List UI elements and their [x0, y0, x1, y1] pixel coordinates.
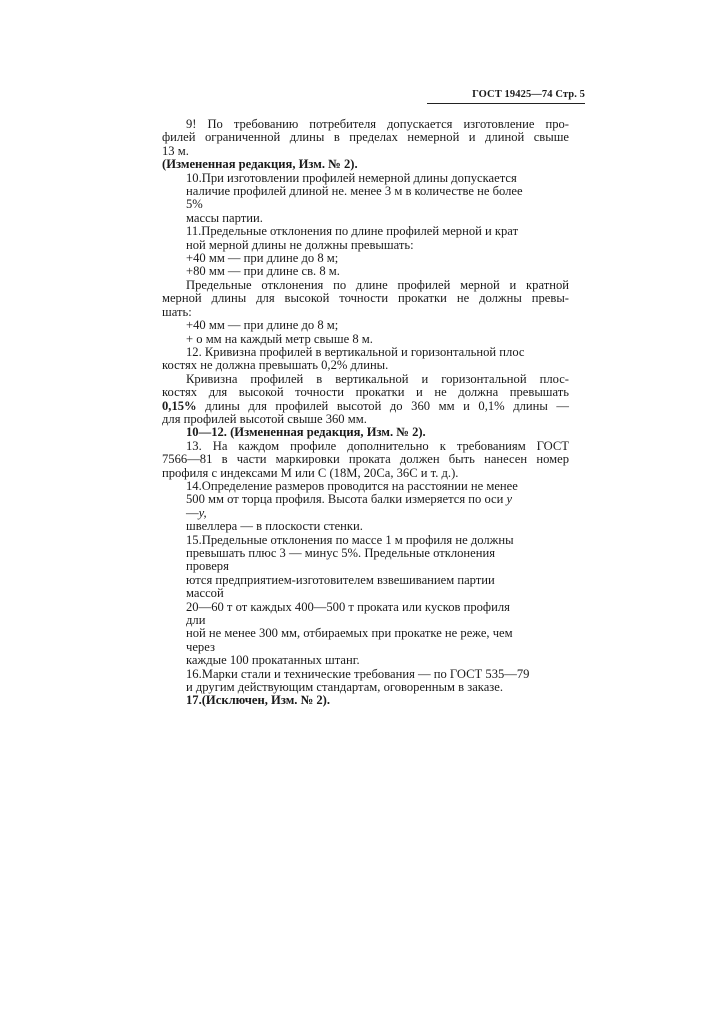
clause-9-line: 13 м.	[162, 143, 189, 158]
clause-15-line: проверя	[186, 559, 229, 574]
clause-10-line: 5%	[186, 197, 203, 212]
clause-15-line: 20—60 т от каждых 400—500 т проката или кусков профиля	[186, 599, 510, 614]
clause-15-line: ной не менее 300 мм, отбираемых при прокатке не реже, чем	[186, 626, 513, 641]
amendment-note: (Измененная редакция, Изм. № 2).	[162, 157, 358, 172]
clause-11-line: ной мерной длины не должны превышать:	[186, 237, 414, 252]
clause-11-line: шать:	[162, 304, 192, 319]
clause-11-line: Предельные отклонения по длине профилей мерной и кратной	[186, 277, 569, 292]
clause-16-line: и другим действующим стандартам, оговоренным в заказе.	[186, 680, 504, 695]
clause-10-line: наличие профилей длиной не. менее 3 м в количестве не более	[186, 184, 523, 199]
clause-15-line: ются предприятием-изготовителем взвешиванием партии	[186, 572, 495, 587]
clause-15-line: массой	[186, 586, 224, 601]
axis-label: у,	[198, 505, 207, 520]
clause-11-line: мерной длины для высокой точности прокатки не должны превы-	[162, 291, 569, 306]
clause-14-line	[162, 507, 569, 520]
clause-15-line: через	[186, 639, 215, 654]
page-header: ГОСТ 19425—74 Стр. 5	[472, 89, 585, 100]
clause-12-line: костях для высокой точности прокатки и не должна превышать	[162, 385, 569, 400]
clause-15-line: превышать плюс 3 — минус 5%. Предельные отклонения	[186, 546, 496, 560]
clause-12-line: для профилей высотой свыше 360 мм.	[162, 411, 367, 426]
clause-11-line: 11.Предельные отклонения по длине профилей мерной и крат	[186, 224, 519, 239]
clause-12-text: длины для профилей высотой до 360 мм и 0,1% длины —	[196, 398, 569, 413]
clause-11-line: +40 мм — при длине до 8 м;	[186, 318, 339, 333]
header-rule	[427, 103, 585, 104]
clause-15-line: каждые 100 прокатанных штанг.	[186, 653, 360, 668]
clause-17-excluded: 17.(Исключен, Изм. № 2).	[186, 693, 331, 708]
clause-14-line	[162, 493, 569, 506]
clause-14-text: 500 мм от торца профиля. Высота балки измеряется по оси	[186, 492, 507, 507]
clause-11-line: +40 мм — при длине до 8 м;	[186, 251, 339, 266]
clause-12-line: костях не должна превышать 0,2% длины.	[162, 358, 389, 373]
clause-14-line: швеллера — в плоскости стенки.	[186, 519, 363, 534]
clause-15-line: 15.Предельные отклонения по массе 1 м профиля не должны	[186, 532, 514, 547]
axis-label: у	[506, 492, 513, 507]
bold-value: 0,15%	[162, 398, 197, 413]
clause-11-line: + о мм на каждый метр свыше 8 м.	[186, 331, 373, 346]
clause-16-line: 16.Марки стали и технические требования — по ГОСТ 535—79	[186, 666, 530, 681]
clause-13-line: 7566—81 в части маркировки проката должен быть нанесен номер	[162, 452, 569, 467]
clause-9-line: филей ограниченной длины в пределах немерной и длиной свыше	[162, 130, 569, 145]
clause-15-line: дли	[186, 613, 206, 628]
clause-13-line: профиля с индексами М или С (18М, 20Са, 36С и т. д.).	[162, 465, 459, 480]
clause-11-line: +80 мм — при длине св. 8 м.	[186, 264, 340, 279]
clause-12-line: Кривизна профилей в вертикальной и горизонтальной плос-	[186, 371, 569, 386]
clause-10-line: 10.При изготовлении профилей немерной длины допускается	[186, 170, 517, 185]
clause-12-line: 12. Кривизна профилей в вертикальной и горизонтальной плос	[186, 344, 525, 359]
document-body	[162, 118, 569, 708]
clause-14-line: 14.Определение размеров проводится на расстоянии не менее	[186, 478, 518, 493]
clause-14-text: —	[186, 505, 199, 520]
clause-12-line	[162, 400, 569, 413]
clause-10-line: массы партии.	[186, 210, 263, 225]
clause-9-line: 9! По требованию потребителя допускается изготовление про-	[186, 117, 569, 131]
amendment-note: 10—12. (Измененная редакция, Изм. № 2).	[186, 425, 426, 440]
clause-13-line: 13. На каждом профиле дополнительно к требованиям ГОСТ	[186, 438, 569, 453]
